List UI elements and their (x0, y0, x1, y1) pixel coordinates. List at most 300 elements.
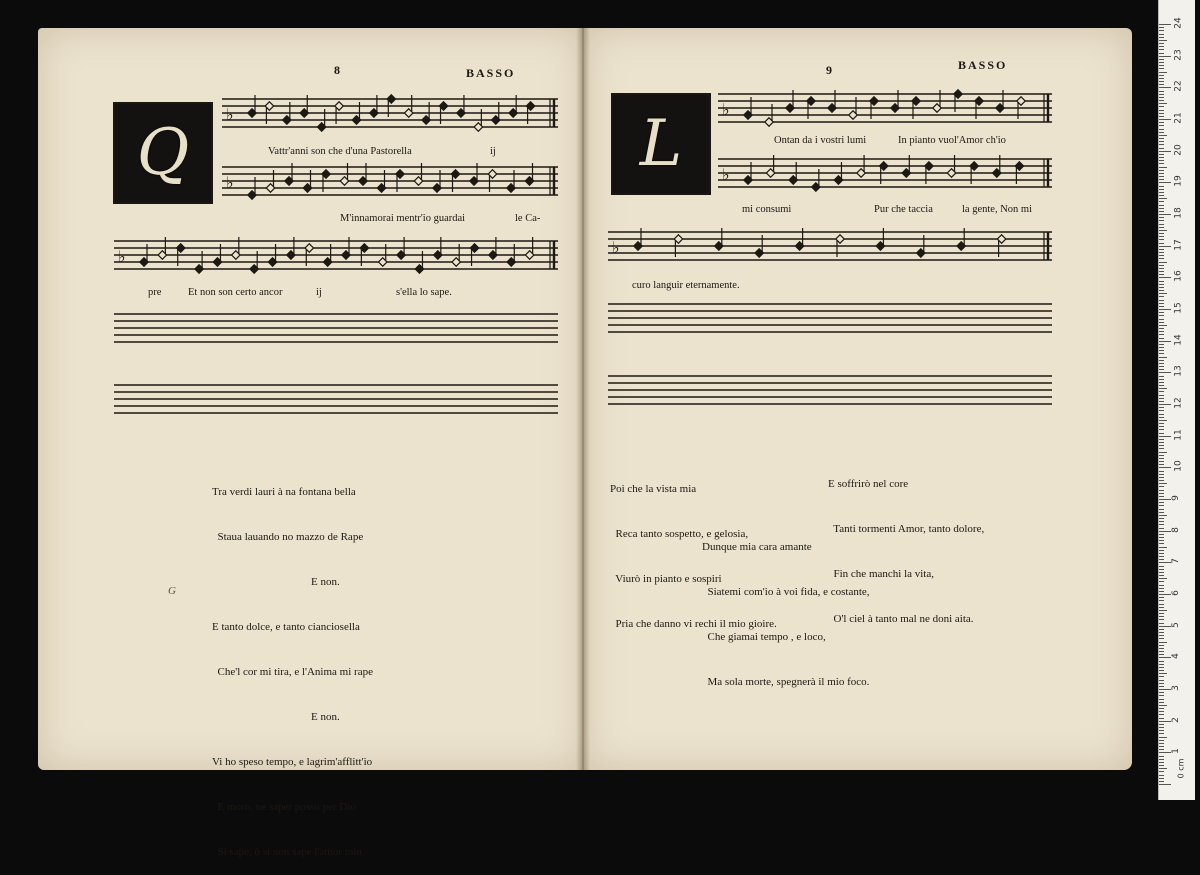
ruler-tick (1159, 315, 1164, 316)
ruler-tick (1159, 607, 1164, 608)
ruler-tick (1159, 37, 1164, 38)
ruler-tick (1159, 68, 1164, 69)
ruler-tick (1159, 537, 1164, 538)
ruler-number: 17 (1173, 238, 1184, 251)
ruler-tick (1159, 531, 1171, 532)
ruler-tick (1159, 72, 1167, 73)
ruler-tick (1159, 743, 1164, 744)
ruler-tick (1159, 423, 1164, 424)
ruler-tick (1159, 81, 1164, 82)
ruler-tick (1159, 461, 1164, 462)
ruler-tick (1159, 737, 1167, 738)
ruler-tick (1159, 160, 1164, 161)
ruler-tick (1159, 458, 1164, 459)
ruler-tick (1159, 195, 1164, 196)
ruler-number: 15 (1173, 302, 1184, 314)
ruler-tick (1159, 246, 1171, 247)
ruler-tick (1159, 201, 1164, 202)
ruler-tick (1159, 509, 1164, 510)
ruler-tick (1159, 512, 1164, 513)
ruler-tick (1159, 569, 1164, 570)
ruler-number: 7 (1170, 558, 1181, 565)
ruler-tick (1159, 515, 1167, 516)
ruler-tick (1159, 730, 1164, 731)
ruler-tick (1159, 496, 1164, 497)
ruler-tick (1159, 154, 1164, 155)
ruler-tick (1159, 363, 1164, 364)
ruler-tick (1159, 759, 1164, 760)
ruler-tick (1159, 135, 1167, 136)
ruler-tick (1159, 410, 1164, 411)
woodcut-initial-l (611, 93, 711, 195)
ruler-tick (1159, 784, 1171, 785)
initial-letter: L (639, 107, 683, 181)
ruler-tick (1159, 205, 1164, 206)
ruler-tick (1159, 198, 1167, 199)
right-page-header: BASSO (958, 58, 1008, 72)
ruler-tick (1159, 46, 1164, 47)
ruler-tick (1159, 471, 1164, 472)
ruler-tick (1159, 676, 1164, 677)
ruler-tick (1159, 300, 1164, 301)
ruler-tick (1159, 768, 1167, 769)
poem-line: E non. (212, 711, 340, 723)
ruler-tick (1159, 771, 1164, 772)
ruler-tick (1159, 559, 1164, 560)
ruler-tick (1159, 132, 1164, 133)
ruler-tick (1159, 113, 1164, 114)
poem-line: Che giamai tempo , e loco, (702, 631, 826, 643)
ruler-tick (1159, 578, 1167, 579)
ruler-tick (1159, 157, 1164, 158)
ruler-tick (1159, 632, 1164, 633)
ruler-tick (1159, 436, 1171, 437)
ruler-tick (1159, 572, 1164, 573)
ruler-tick (1159, 556, 1164, 557)
ruler-tick (1159, 619, 1164, 620)
poem-line: Reca tanto sospetto, e gelosia, (610, 528, 749, 540)
ruler-tick (1159, 347, 1164, 348)
ruler-tick (1159, 274, 1164, 275)
poem-line: Pria che danno vi rechi il mio gioire. (610, 618, 777, 630)
ruler-tick (1159, 176, 1164, 177)
flat-sign: ♭ (612, 238, 620, 257)
ruler-tick (1159, 638, 1164, 639)
ruler-tick (1159, 623, 1164, 624)
ruler-tick (1159, 230, 1167, 231)
ruler-tick (1159, 87, 1171, 88)
ruler-tick (1159, 534, 1164, 535)
ruler-tick (1159, 24, 1171, 25)
poem-line: Ma sola morte, spegnerà il mio foco. (702, 676, 870, 688)
ruler-tick (1159, 376, 1164, 377)
ruler-tick (1159, 366, 1164, 367)
ruler-tick (1159, 553, 1164, 554)
ruler-tick (1159, 391, 1164, 392)
ruler-tick (1159, 483, 1167, 484)
lyric-line: Et non son certo ancor (188, 287, 283, 298)
lyric-line: mi consumi (742, 204, 792, 215)
book-gutter (576, 28, 590, 770)
ruler-tick (1159, 752, 1171, 753)
ruler-tick (1159, 480, 1164, 481)
ruler-tick (1159, 322, 1164, 323)
left-empty-staff-1 (114, 310, 558, 350)
ruler-tick (1159, 765, 1164, 766)
ruler-number: 11 (1173, 428, 1184, 441)
ruler-tick (1159, 733, 1164, 734)
ruler-tick (1159, 683, 1164, 684)
ruler-tick (1159, 433, 1164, 434)
ruler-tick (1159, 727, 1164, 728)
ruler-tick (1159, 502, 1164, 503)
poem-line: Si sape, ò si non sape l'amor mio. (212, 846, 365, 858)
ruler-tick (1159, 211, 1164, 212)
ruler-tick (1159, 591, 1164, 592)
woodcut-initial-q (113, 102, 213, 204)
ruler-tick (1159, 30, 1164, 31)
ruler-tick (1159, 119, 1171, 120)
ruler-tick (1159, 699, 1164, 700)
ruler-tick (1159, 303, 1164, 304)
flat-sign: ♭ (226, 105, 234, 124)
ruler-tick (1159, 648, 1164, 649)
ruler-tick (1159, 543, 1164, 544)
poem-line: Dunque mia cara amante (702, 541, 812, 553)
poem-line: E soffrirò nel core (828, 478, 909, 490)
poem-line: Poi che la vista mia (610, 483, 697, 495)
left-page-number: 8 (334, 63, 342, 77)
ruler-tick (1159, 344, 1164, 345)
lyric-line: Pur che taccia (874, 204, 933, 215)
ruler-tick (1159, 341, 1171, 342)
ruler-tick (1159, 338, 1164, 339)
ruler-tick (1159, 249, 1164, 250)
ruler-tick (1159, 227, 1164, 228)
lyric-repeat-mark: ij (316, 287, 322, 298)
ruler-tick (1159, 65, 1164, 66)
ruler-tick (1159, 521, 1164, 522)
ruler-tick (1159, 645, 1164, 646)
lyric-line: Vattr'anni son che d'una Pastorella (268, 146, 412, 157)
ruler-number: 22 (1173, 80, 1184, 93)
ruler-tick (1159, 439, 1164, 440)
ruler-tick (1159, 550, 1164, 551)
ruler-tick (1159, 62, 1164, 63)
ruler-tick (1159, 97, 1164, 98)
ruler-tick (1159, 749, 1164, 750)
ruler-tick (1159, 103, 1167, 104)
lyric-line: In pianto vuol'Amor ch'io (898, 135, 1006, 146)
ruler-tick (1159, 382, 1164, 383)
ruler-tick (1159, 255, 1164, 256)
ruler-tick (1159, 604, 1164, 605)
ruler-tick (1159, 293, 1167, 294)
ruler-tick (1159, 385, 1164, 386)
poem-line: Tra verdi lauri à na fontana bella (212, 486, 356, 498)
ruler-tick (1159, 319, 1164, 320)
ruler-tick (1159, 547, 1167, 548)
ruler-tick (1159, 353, 1164, 354)
ruler-tick (1159, 53, 1164, 54)
ruler-tick (1159, 746, 1164, 747)
ruler-tick (1159, 680, 1164, 681)
poem-line: E non. (212, 576, 340, 588)
ruler-tick (1159, 692, 1164, 693)
ruler-tick (1159, 467, 1171, 468)
poem-line: Siatemi com'io à voi fida, e costante, (702, 586, 870, 598)
ruler-tick (1159, 220, 1164, 221)
ruler-tick (1159, 27, 1164, 28)
poem-line: Che'l cor mi tira, e l'Anima mi rape (212, 666, 373, 678)
ruler-tick (1159, 379, 1164, 380)
poem-line: Fin che manchi la vita, (828, 568, 934, 580)
ruler-number: 8 (1170, 526, 1181, 533)
ruler-tick (1159, 388, 1167, 389)
ruler-tick (1159, 711, 1164, 712)
ruler-tick (1159, 401, 1164, 402)
ruler-number: 23 (1173, 48, 1184, 61)
ruler-tick (1159, 43, 1164, 44)
lyric-line: pre (148, 287, 162, 298)
ruler-tick (1159, 40, 1167, 41)
left-empty-staff-2 (114, 381, 558, 421)
ruler-tick (1159, 151, 1171, 152)
ruler-tick (1159, 518, 1164, 519)
ruler-tick (1159, 695, 1164, 696)
ruler-tick (1159, 464, 1164, 465)
ruler-tick (1159, 667, 1164, 668)
ruler-tick (1159, 236, 1164, 237)
ruler-number: 19 (1173, 175, 1184, 188)
ruler-tick (1159, 34, 1164, 35)
ruler-tick (1159, 670, 1164, 671)
ruler-tick (1159, 224, 1164, 225)
ruler-tick (1159, 721, 1171, 722)
left-page-header: BASSO (466, 66, 516, 80)
ruler-tick (1159, 616, 1164, 617)
lyric-line: curo languir eternamente. (632, 280, 740, 291)
ruler-tick (1159, 705, 1167, 706)
ruler-tick (1159, 91, 1164, 92)
ruler-tick (1159, 486, 1164, 487)
ruler-tick (1159, 239, 1164, 240)
ruler-tick (1159, 217, 1164, 218)
ruler-tick (1159, 182, 1171, 183)
poem-line: E tanto dolce, e tanto cianciosella (212, 621, 360, 633)
flat-sign: ♭ (722, 100, 730, 119)
ruler-tick (1159, 493, 1164, 494)
ruler-tick (1159, 334, 1164, 335)
ruler-tick (1159, 84, 1164, 85)
ruler-tick (1159, 360, 1164, 361)
ruler-tick (1159, 490, 1164, 491)
ruler-tick (1159, 499, 1171, 500)
ruler-tick (1159, 78, 1164, 79)
ruler-tick (1159, 59, 1164, 60)
ruler-tick (1159, 657, 1171, 658)
ruler-number: 2 (1170, 716, 1181, 723)
ruler-tick (1159, 664, 1164, 665)
ruler-tick (1159, 252, 1164, 253)
ruler-tick (1159, 575, 1164, 576)
lyric-line: Ontan da i vostri lumi (774, 135, 867, 146)
ruler-tick (1159, 277, 1171, 278)
ruler-tick (1159, 414, 1164, 415)
ruler-tick (1159, 271, 1164, 272)
ruler-tick (1159, 420, 1167, 421)
ruler-tick (1159, 714, 1164, 715)
right-empty-staff-2 (608, 372, 1052, 412)
ruler-tick (1159, 94, 1164, 95)
ruler-tick (1159, 208, 1164, 209)
poem-line: Viurò in pianto e sospiri (610, 573, 722, 585)
lyric-line: M'innamorai mentr'io guardai (340, 213, 466, 224)
lyric-line: la gente, Non mi (962, 204, 1032, 215)
ruler-tick (1159, 268, 1164, 269)
ruler-tick (1159, 740, 1164, 741)
ruler-number: 5 (1170, 621, 1181, 628)
ruler-tick (1159, 781, 1164, 782)
ruler-tick (1159, 718, 1164, 719)
ruler-tick (1159, 762, 1164, 763)
ruler-tick (1159, 407, 1164, 408)
ruler-tick (1159, 673, 1167, 674)
ruler-tick (1159, 284, 1164, 285)
initial-letter: Q (136, 116, 190, 190)
ruler-tick (1159, 635, 1164, 636)
ruler-number: 14 (1173, 333, 1184, 346)
ruler-tick (1159, 426, 1164, 427)
ruler-tick (1159, 442, 1164, 443)
ruler-number: 10 (1173, 460, 1184, 473)
ruler-tick (1159, 524, 1164, 525)
ruler-tick (1159, 75, 1164, 76)
ruler-tick (1159, 122, 1164, 123)
left-staff-2 (222, 163, 558, 203)
ruler-tick (1159, 452, 1167, 453)
ruler-tick (1159, 287, 1164, 288)
ruler-tick (1159, 179, 1164, 180)
ruler-number: 3 (1170, 685, 1181, 691)
ruler-tick (1159, 686, 1164, 687)
ruler-tick (1159, 214, 1171, 215)
ruler-tick (1159, 448, 1164, 449)
flat-sign: ♭ (722, 165, 730, 184)
ruler-tick (1159, 281, 1164, 282)
ruler-tick (1159, 163, 1164, 164)
right-staff-1 (718, 90, 1052, 130)
poem-line: Staua lauando no mazzo de Rape (212, 531, 364, 543)
poem-line: Vi ho speso tempo, e lagrim'afflitt'io (212, 756, 373, 768)
ruler-number: 20 (1173, 143, 1184, 156)
ruler-tick (1159, 540, 1164, 541)
ruler-tick (1159, 417, 1164, 418)
ruler-tick (1159, 708, 1164, 709)
ruler-tick (1159, 129, 1164, 130)
flat-sign: ♭ (118, 247, 126, 266)
ruler-tick (1159, 505, 1164, 506)
ruler-tick (1159, 49, 1164, 50)
ruler-number: 12 (1173, 397, 1184, 409)
left-staff-3 (114, 237, 558, 277)
ruler-tick (1159, 110, 1164, 111)
ruler-tick (1159, 600, 1164, 601)
ruler-tick (1159, 325, 1167, 326)
ruler-tick (1159, 148, 1164, 149)
ruler-tick (1159, 778, 1164, 779)
left-poem (212, 455, 373, 875)
lyric-repeat-mark: ij (490, 146, 496, 157)
ruler-tick (1159, 106, 1164, 107)
ruler-tick (1159, 331, 1164, 332)
lyric-line: le Ca- (515, 213, 541, 224)
ruler-tick (1159, 654, 1164, 655)
signature-mark: G (168, 585, 176, 597)
ruler-tick (1159, 429, 1164, 430)
ruler-number: 9 (1170, 495, 1181, 501)
ruler-tick (1159, 445, 1164, 446)
ruler-tick (1159, 116, 1164, 117)
ruler-tick (1159, 167, 1167, 168)
ruler-tick (1159, 756, 1164, 757)
ruler-tick (1159, 689, 1171, 690)
ruler-tick (1159, 661, 1164, 662)
poem-line: O'l ciel à tanto mal ne doni aita. (828, 613, 974, 625)
ruler-tick (1159, 613, 1164, 614)
ruler-number: 6 (1170, 590, 1181, 596)
ruler-tick (1159, 597, 1164, 598)
ruler-tick (1159, 594, 1171, 595)
ruler-tick (1159, 398, 1164, 399)
ruler-tick (1159, 562, 1171, 563)
ruler-tick (1159, 233, 1164, 234)
ruler-tick (1159, 455, 1164, 456)
lyric-line: s'ella lo sape. (396, 287, 452, 298)
measurement-ruler (1158, 0, 1195, 800)
flat-sign: ♭ (226, 173, 234, 192)
ruler-tick (1159, 629, 1164, 630)
ruler-tick (1159, 328, 1164, 329)
ruler-tick (1159, 404, 1171, 405)
ruler-tick (1159, 296, 1164, 297)
ruler-tick (1159, 350, 1164, 351)
ruler-number: 13 (1173, 365, 1184, 378)
ruler-tick (1159, 642, 1167, 643)
ruler-tick (1159, 724, 1164, 725)
ruler-tick (1159, 588, 1164, 589)
ruler-tick (1159, 265, 1164, 266)
ruler-tick (1159, 477, 1164, 478)
ruler-tick (1159, 258, 1164, 259)
ruler-number: 18 (1173, 207, 1184, 219)
ruler-tick (1159, 651, 1164, 652)
ruler-tick (1159, 395, 1164, 396)
ruler-number: 21 (1173, 112, 1184, 124)
poem-line: E moro, ne saper posso per Dio (212, 801, 356, 813)
right-page-number: 9 (826, 63, 834, 77)
ruler-tick (1159, 100, 1164, 101)
ruler-tick (1159, 372, 1171, 373)
ruler-tick (1159, 125, 1164, 126)
ruler-tick (1159, 702, 1164, 703)
ruler-tick (1159, 528, 1164, 529)
ruler-tick (1159, 290, 1164, 291)
right-empty-staff-1 (608, 300, 1052, 340)
right-poem-center (702, 510, 870, 705)
ruler-tick (1159, 56, 1171, 57)
ruler-tick (1159, 170, 1164, 171)
